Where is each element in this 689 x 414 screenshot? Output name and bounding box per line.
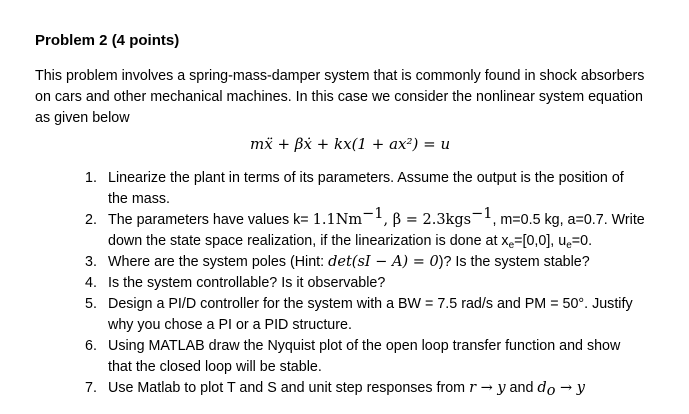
item-number: 3.: [85, 254, 97, 270]
item-text: [108, 336, 668, 378]
problem-intro: [35, 66, 670, 129]
item-text: [108, 168, 668, 210]
item-line-text: Where are the system poles (Hint:: [108, 254, 329, 270]
item-line-text: The parameters have values k=: [108, 212, 313, 228]
ue-subscript: e: [566, 240, 572, 251]
list-item: [0, 294, 689, 336]
item-text: [108, 294, 668, 336]
list-item: [0, 378, 689, 399]
list-item: [0, 336, 689, 378]
item-number: 7.: [85, 380, 97, 396]
intro-line: This problem involves a spring-mass-damper system that is commonly found in shock absorbers: [35, 68, 645, 84]
item-line: [108, 378, 668, 399]
item-line: Using MATLAB draw the Nyquist plot of the open loop transfer function and show: [108, 338, 621, 354]
item-line: why you chose a PI or a PID structure.: [108, 317, 352, 333]
item-line: that the closed loop will be stable.: [108, 359, 322, 375]
intro-line: on cars and other mechanical machines. In this case we consider the nonlinear system equation: [35, 89, 643, 105]
list-item: [0, 206, 689, 252]
item-text: [108, 273, 668, 294]
item-number: 2.: [85, 212, 97, 228]
item-line-text: =[0,0], u: [514, 233, 567, 249]
item-line: Is the system controllable? Is it observable?: [108, 275, 386, 291]
list-item: [0, 168, 689, 210]
r-to-y-math: r → y: [469, 380, 506, 396]
item-number: 5.: [85, 296, 97, 312]
question-list: [0, 168, 689, 399]
item-line: Design a PI/D controller for the system with a BW = 7.5 rad/s and PM = 50°. Justify: [108, 296, 633, 312]
item-line: [108, 252, 668, 273]
item-line-text: )? Is the system stable?: [438, 254, 590, 270]
item-line: [108, 206, 668, 231]
xe-subscript: e: [508, 240, 515, 251]
item-line-text: and: [505, 380, 538, 396]
determinant-math: det(sI − A) = 0: [328, 254, 439, 270]
beta-value: , β = 2.3kgs: [383, 212, 472, 228]
item-line-text: =0.: [571, 233, 593, 249]
item-text: [108, 252, 668, 273]
intro-line: as given below: [35, 110, 130, 126]
item-line-text: Use Matlab to plot T and S and unit step responses from: [108, 380, 470, 396]
beta-exponent: −1: [471, 206, 493, 222]
item-text: [108, 206, 668, 252]
item-line-text: , m=0.5 kg, a=0.7. Write: [492, 212, 645, 228]
item-text: [108, 378, 668, 399]
list-item: [0, 252, 689, 273]
do-subscript: o: [546, 383, 556, 399]
list-item: [0, 273, 689, 294]
do-variable: d: [537, 380, 547, 396]
item-number: 4.: [85, 275, 97, 291]
system-equation: mẍ + βẋ + kx(1 + ax²) = u: [250, 135, 451, 153]
item-line: [108, 231, 668, 252]
item-number: 6.: [85, 338, 97, 354]
problem-title: Problem 2 (4 points): [35, 32, 180, 49]
item-line: Linearize the plant in terms of its parameters. Assume the output is the position of: [108, 170, 624, 186]
item-line: the mass.: [108, 191, 170, 207]
item-number: 1.: [85, 170, 97, 186]
do-to-y-math: → y: [555, 380, 585, 396]
k-exponent: −1: [362, 206, 384, 222]
k-value: 1.1Nm: [312, 212, 363, 228]
item-line-text: down the state space realization, if the linearization is done at x: [108, 233, 509, 249]
